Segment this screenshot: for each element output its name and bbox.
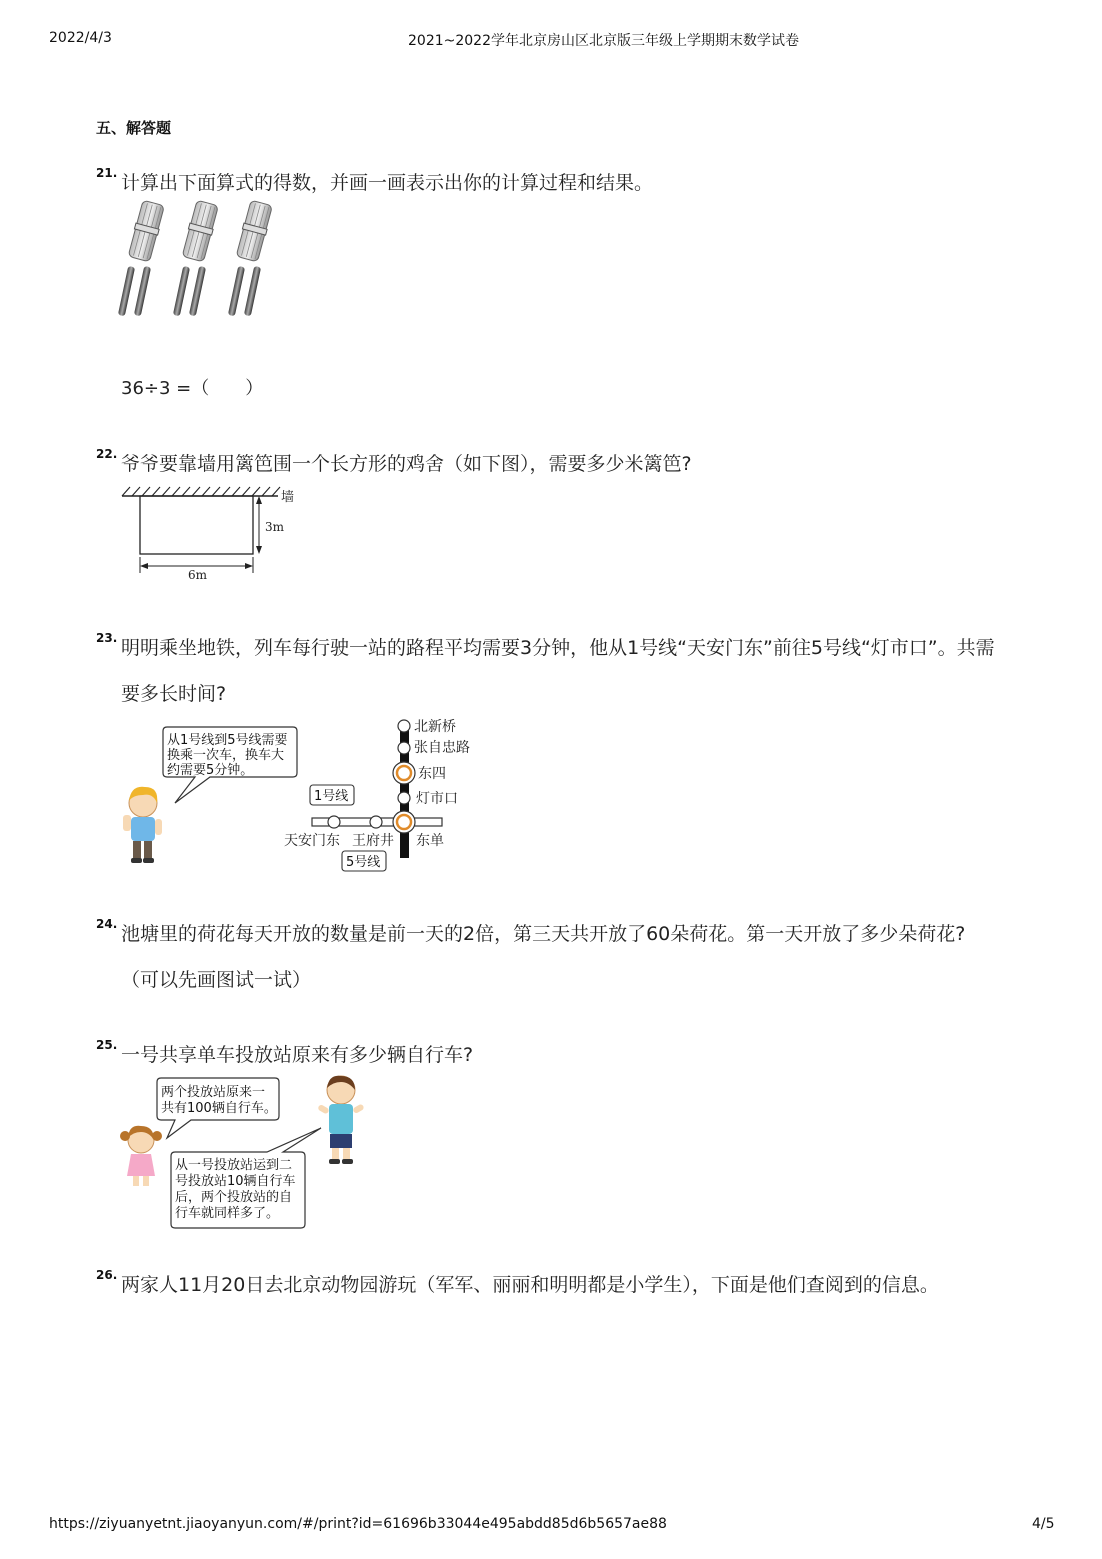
question-number-22: 22. xyxy=(96,447,118,461)
question-text-22: 爷爷要靠墙用篱笆围一个长方形的鸡舍（如下图），需要多少米篱笆? xyxy=(121,453,692,475)
header-date: 2022/4/3 xyxy=(49,30,112,46)
bubble-line-1: 从1号线到5号线需要 xyxy=(167,733,288,748)
width-label: 6m xyxy=(188,568,208,582)
question-number-23: 23. xyxy=(96,631,118,645)
line5-label: 5号线 xyxy=(346,855,381,870)
header-title: 2021~2022学年北京房山区北京版三年级上学期期末数学试卷 xyxy=(408,33,799,49)
wall-label: 墙 xyxy=(281,490,295,505)
footer-page: 4/5 xyxy=(1032,1516,1055,1532)
station-wangfujing: 王府井 xyxy=(352,833,394,849)
girl-bubble-line-2: 共有100辆自行车。 xyxy=(161,1101,277,1116)
boy-character-2 xyxy=(317,1076,365,1164)
question-text-21: 计算出下面算式的得数，并画一画表示出你的计算过程和结果。 xyxy=(121,172,654,194)
question-number-21: 21. xyxy=(96,166,118,180)
coop-diagram xyxy=(118,485,308,585)
bubble-line-2: 换乘一次车，换车大 xyxy=(167,748,285,763)
height-label: 3m xyxy=(265,520,285,534)
station-dongsi: 东四 xyxy=(418,766,446,782)
subway-boy-figure xyxy=(115,715,305,867)
boy-bubble-line-2: 号投放站10辆自行车 xyxy=(175,1174,296,1189)
question-text-23-line2: 要多长时间? xyxy=(121,683,227,705)
footer-url: https://ziyuanyetnt.jiaoyanyun.com/#/print?id=61696b33044e495abdd85d6b5657ae88 xyxy=(49,1516,667,1532)
station-beixinqiao: 北新桥 xyxy=(414,719,456,735)
question-text-26: 两家人11月20日去北京动物园游玩（军军、丽丽和明明都是小学生），下面是他们查阅到的信息。 xyxy=(121,1274,939,1296)
station-dengshikou: 灯市口 xyxy=(416,791,458,807)
equation-21: 36÷3 =（ ） xyxy=(121,378,264,399)
question-text-25: 一号共享单车投放站原来有多少辆自行车? xyxy=(121,1044,474,1066)
line1-label: 1号线 xyxy=(314,789,349,804)
section-title: 五、解答题 xyxy=(96,119,172,137)
girl-character xyxy=(120,1126,162,1186)
station-dongdan: 东单 xyxy=(416,833,444,849)
bubble-line-3: 约需要5分钟。 xyxy=(167,763,254,778)
question-number-24: 24. xyxy=(96,917,118,931)
question-text-24-line2: （可以先画图试一试） xyxy=(121,969,312,991)
station-zhangzizhonglu: 张自忠路 xyxy=(414,740,470,756)
question-number-26: 26. xyxy=(96,1268,118,1282)
girl-bubble-line-1: 两个投放站原来一 xyxy=(161,1085,266,1100)
boy-bubble-line-4: 行车就同样多了。 xyxy=(175,1206,280,1221)
question-text-23-line1: 明明乘坐地铁，列车每行驶一站的路程平均需要3分钟，他从1号线“天安门东”前往5号线“灯市口”。共需 xyxy=(121,637,995,659)
station-tiananmendong: 天安门东 xyxy=(284,833,340,849)
boy-bubble-line-1: 从一号投放站运到二 xyxy=(175,1158,293,1173)
boy-bubble-line-3: 后，两个投放站的自 xyxy=(175,1190,293,1205)
question-number-25: 25. xyxy=(96,1038,118,1052)
sticks-figure xyxy=(115,200,285,322)
bike-station-figure xyxy=(115,1070,385,1235)
boy-character xyxy=(123,787,162,863)
subway-map xyxy=(282,712,492,874)
question-text-24-line1: 池塘里的荷花每天开放的数量是前一天的2倍，第三天共开放了60朵荷花。第一天开放了多少朵荷花? xyxy=(121,923,966,945)
